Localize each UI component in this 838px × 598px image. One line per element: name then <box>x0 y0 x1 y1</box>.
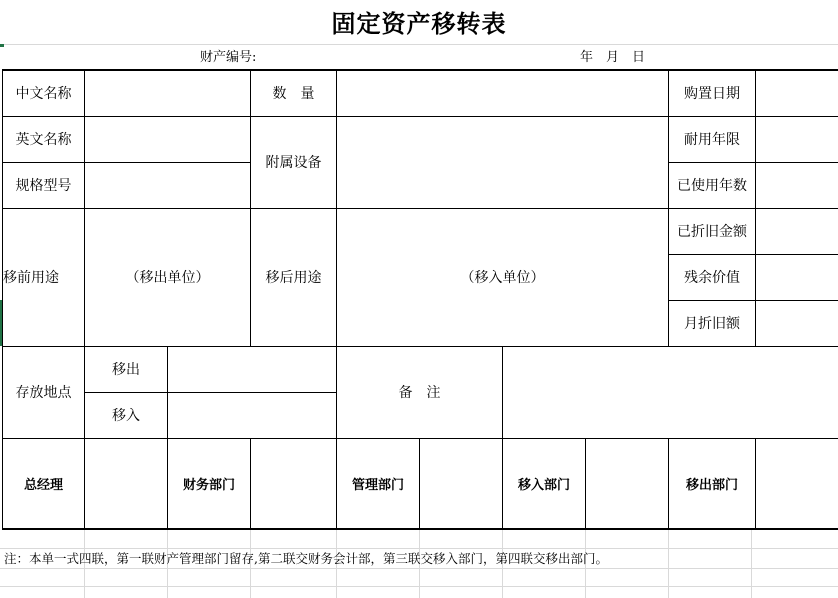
management-dept-signature[interactable] <box>420 438 503 529</box>
service-life-value[interactable] <box>756 116 838 162</box>
page-title: 固定资产移转表 <box>331 9 507 38</box>
model-value[interactable] <box>85 162 251 208</box>
asset-number-label: 财产编号: <box>200 50 257 65</box>
label-quantity: 数 量 <box>251 70 337 116</box>
cn-name-value[interactable] <box>85 70 251 116</box>
label-use-before: 移前用途 <box>3 208 85 346</box>
asset-transfer-form <box>2 69 838 530</box>
quantity-value[interactable] <box>337 70 669 116</box>
footnote: 注：本单一式四联，第一联财产管理部门留存,第二联交财务会计部，第三联交移入部门，第四联交移出部门。 <box>4 551 608 566</box>
label-general-manager: 总经理 <box>3 438 85 529</box>
moved-in-location-value[interactable] <box>168 392 337 438</box>
label-sending-dept: 移出部门 <box>669 438 756 529</box>
receiving-dept-signature[interactable] <box>586 438 669 529</box>
label-monthly-depreciation: 月折旧额 <box>669 300 756 346</box>
transfer-in-unit[interactable]: （移入单位） <box>337 208 669 346</box>
label-service-life: 耐用年限 <box>669 116 756 162</box>
label-moved-out: 移出 <box>85 346 168 392</box>
gridline <box>668 530 669 598</box>
label-accumulated-depreciation: 已折旧金额 <box>669 208 756 254</box>
gridline <box>0 44 838 45</box>
label-attached-equipment: 附属设备 <box>251 116 337 208</box>
date-month-label: 月 <box>606 50 620 65</box>
label-finance-dept: 财务部门 <box>168 438 251 529</box>
label-management-dept: 管理部门 <box>337 438 420 529</box>
label-en-name: 英文名称 <box>3 116 85 162</box>
label-used-years: 已使用年数 <box>669 162 756 208</box>
label-model: 规格型号 <box>3 162 85 208</box>
date-day-label: 日 <box>632 50 646 65</box>
label-moved-in: 移入 <box>85 392 168 438</box>
transfer-out-unit[interactable]: （移出单位） <box>85 208 251 346</box>
sending-dept-signature[interactable] <box>756 438 838 529</box>
remarks-value[interactable] <box>503 346 838 438</box>
label-remarks: 备 注 <box>337 346 503 438</box>
residual-value-value[interactable] <box>756 254 838 300</box>
general-manager-signature[interactable] <box>85 438 168 529</box>
label-residual-value: 残余价值 <box>669 254 756 300</box>
used-years-value[interactable] <box>756 162 838 208</box>
monthly-depreciation-value[interactable] <box>756 300 838 346</box>
date-year-label: 年 <box>580 50 594 65</box>
gridline <box>751 530 752 598</box>
accumulated-depreciation-value[interactable] <box>756 208 838 254</box>
label-cn-name: 中文名称 <box>3 70 85 116</box>
finance-dept-signature[interactable] <box>251 438 337 529</box>
label-purchase-date: 购置日期 <box>669 70 756 116</box>
attached-equipment-value[interactable] <box>337 116 669 208</box>
moved-out-location-value[interactable] <box>168 346 337 392</box>
en-name-value[interactable] <box>85 116 251 162</box>
label-storage-location: 存放地点 <box>3 346 85 438</box>
label-use-after: 移后用途 <box>251 208 337 346</box>
purchase-date-value[interactable] <box>756 70 838 116</box>
label-receiving-dept: 移入部门 <box>503 438 586 529</box>
cell-selection-mark <box>0 44 4 47</box>
